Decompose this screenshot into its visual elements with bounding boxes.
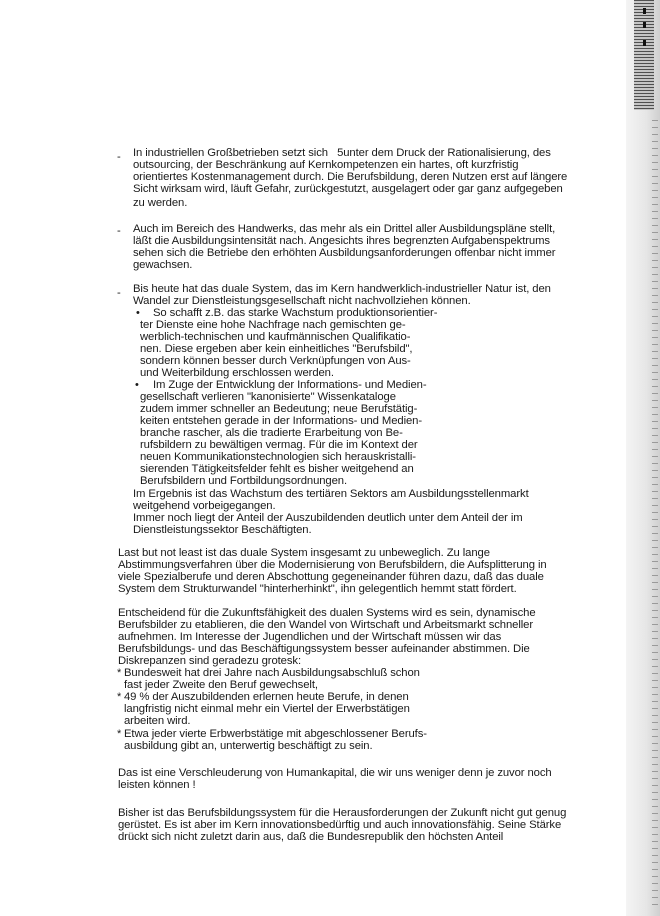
text-line: Berufsbildungs- und das Beschäftigungssystem besser aufeinander abstimmen. Die — [118, 643, 530, 655]
text-line: ter Dienste eine hohe Nachfrage nach gemischten ge- — [140, 319, 406, 331]
text-line: Last but not least ist das duale System insgesamt zu unbeweglich. Zu lange — [118, 547, 490, 559]
text-line: arbeiten wird. — [124, 715, 191, 727]
text-line: gerüstet. Es ist aber im Kern innovationsbedürftig und auch innovationsfähig. Seine Stärke — [118, 819, 562, 831]
text-line: weitgehend vorbeigegangen. — [133, 500, 276, 512]
dash-marker: - — [117, 151, 121, 163]
text-line: Im Zuge der Entwicklung der Informations- und Medien- — [153, 379, 427, 391]
dash-marker: - — [117, 287, 121, 299]
text-line: sondern können besser durch Verknüpfungen von Aus- — [140, 355, 411, 367]
sub-bullet-marker: • — [135, 379, 139, 391]
text-line: gesellschaft verlieren "kanonisierte" Wissenkataloge — [140, 391, 396, 403]
text-line: Bis heute hat das duale System, das im Kern handwerklich-industrieller Natur ist, den — [133, 283, 551, 295]
text-line: viele Spezialberufe und deren Abschottung gegeneinander führen dazu, daß das duale — [118, 571, 544, 583]
text-line: branche rascher, als die tradierte Erarbeitung von Be- — [140, 427, 403, 439]
bullet-marker: * — [117, 691, 122, 703]
text-line: sehen sich die Betriebe den erhöhten Ausbildungsanforderungen offenbar nicht immer — [133, 247, 556, 259]
text-line: In industriellen Großbetrieben setzt sich 5unter dem Druck der Rationalisierung, des — [133, 147, 551, 159]
scan-mark — [643, 40, 646, 46]
text-line: ausbildung gibt an, unterwertig beschäftigt zu sein. — [124, 740, 373, 752]
bullet-marker: * — [117, 728, 122, 740]
text-line: orientiertes Kostenmanagement durch. Die Berufsbildung, deren Nutzen erst auf längere — [133, 171, 568, 183]
text-line: Berufsbildern und Fortbildungsordnungen. — [140, 475, 348, 487]
text-line: sierenden Tätigkeitsfelder fehlt es bisher weitgehend an — [140, 463, 414, 475]
text-line: Entscheidend für die Zukunftsfähigkeit des dualen Systems wird es sein, dynamische — [118, 607, 536, 619]
text-line: Abstimmungsverfahren über die Modernisierung von Berufsbildern, die Aufsplitterung in — [118, 559, 547, 571]
text-line: rufsbildern zu bewältigen vermag. Für die im Kontext der — [140, 439, 418, 451]
text-line: nen. Diese ergeben aber kein einheitliches "Berufsbild", — [140, 343, 413, 355]
text-line: System dem Strukturwandel "hinterherhinkt", ihn gelegentlich hemmt statt fördert. — [118, 583, 517, 595]
text-line: zu werden. — [133, 197, 188, 209]
text-line: Berufsbilder zu etablieren, die den Wandel von Wirtschaft und Arbeitsmarkt schneller — [118, 619, 534, 631]
text-line: Auch im Bereich des Handwerks, das mehr als ein Drittel aller Ausbildungspläne stellt, — [133, 223, 556, 235]
text-line: Bundesweit hat drei Jahre nach Ausbildungsabschluß schon — [124, 667, 420, 679]
scan-mark — [643, 8, 646, 14]
scan-mark — [643, 22, 646, 28]
text-line: Sicht wirksam wird, läuft Gefahr, zurückgestutzt, ausgelagert oder gar ganz aufgegeben — [133, 183, 563, 195]
text-line: langfristig nicht einmal mehr ein Viertel der Erwerbstätigen — [124, 703, 410, 715]
text-line: Wandel zur Dienstleistungsgesellschaft nicht nachvollziehen können. — [133, 295, 471, 307]
dash-marker: - — [117, 225, 121, 237]
text-line: aufnehmen. Im Interesse der Jugendlichen und der Wirtschaft müssen wir das — [118, 631, 502, 643]
text-line: läßt die Ausbildungsintensität nach. Angesichts ihres begrenzten Aufgabenspektrums — [133, 235, 550, 247]
scan-edge-artifact — [634, 0, 654, 110]
text-line: und Weiterbildung erschlossen werden. — [140, 367, 334, 379]
text-line: Etwa jeder vierte Erbwerbstätige mit abgeschlossener Berufs- — [124, 728, 427, 740]
text-line: So schafft z.B. das starke Wachstum produktionsorientier- — [153, 307, 438, 319]
bullet-marker: * — [117, 667, 122, 679]
text-line: keiten entstehen gerade in der Informations- und Medien- — [140, 415, 423, 427]
text-line: zudem immer schneller an Bedeutung; neue Berufstätig- — [140, 403, 418, 415]
scan-edge-dots — [652, 120, 658, 910]
text-line: fast jeder Zweite den Beruf gewechselt, — [124, 679, 318, 691]
text-line: werblich-technischen und kaufmännischen Qualifikatio- — [140, 331, 411, 343]
text-line: 49 % der Auszubildenden erlernen heute Berufe, in denen — [124, 691, 409, 703]
sub-bullet-marker: • — [136, 307, 140, 319]
text-line: Das ist eine Verschleuderung von Humankapital, die wir uns weniger denn je zuvor noch — [118, 767, 552, 779]
text-line: Diskrepanzen sind geradezu grotesk: — [118, 655, 302, 667]
text-line: Bisher ist das Berufsbildungssystem für die Herausforderungen der Zukunft nicht gut genug — [118, 807, 567, 819]
text-line: Immer noch liegt der Anteil der Auszubildenden deutlich unter dem Anteil der im — [133, 512, 523, 524]
text-line: leisten können ! — [118, 779, 196, 791]
text-line: Im Ergebnis ist das Wachstum des tertiären Sektors am Ausbildungsstellenmarkt — [133, 488, 529, 500]
text-line: drückt sich nicht zuletzt darin aus, daß die Bundesrepublik den höchsten Anteil — [118, 831, 504, 843]
text-line: Dienstleistungssektor Beschäftigten. — [133, 524, 312, 536]
text-line: gewachsen. — [133, 259, 193, 271]
text-line: outsourcing, der Beschränkung auf Kernkompetenzen ein hartes, oft kurzfristig — [133, 159, 519, 171]
text-line: neuen Kommunikationstechnologien sich herauskristalli- — [140, 451, 416, 463]
